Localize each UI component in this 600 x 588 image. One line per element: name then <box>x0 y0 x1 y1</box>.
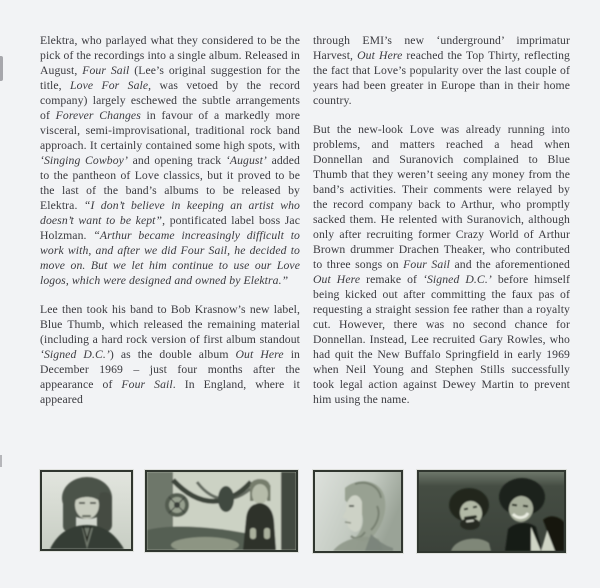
paragraph-harvest: through EMI’s new ‘underground’ imprimatur Harvest, Out Here reached the Top Thirty, reflecting the fact that Love’s popularity over the last couple of years had been greater in Europe than in their home country. <box>313 34 570 107</box>
photo-two-men <box>417 470 566 553</box>
scan-artifact <box>0 455 2 467</box>
photo-illustration <box>42 472 131 549</box>
photo-illustration <box>419 472 564 551</box>
photo-illustration <box>147 472 296 550</box>
photo-man-in-room <box>145 470 298 552</box>
text-column-right <box>313 33 570 407</box>
paragraph-blue-thumb: Lee then took his band to Bob Krasnow’s new label, Blue Thumb, which released the remaining material (including a hard rock version of first album standout ‘Signed D.C.’) as the double album Out Here in December 1969 – just four months after the appearance of Four Sail. In England, where it appeared <box>40 303 300 406</box>
photo-profile-portrait <box>313 470 403 553</box>
text-column-left <box>40 33 300 407</box>
paragraph-elektra: Elektra, who parlayed what they considered to be the pick of the recordings into a single album. Released in August, Four Sail (Lee’s original suggestion for the title, Love For Sale, was vetoed by the record company) largely eschewed the subtle arrangements of Forever Changes in favour of a markedly more visceral, semi-improvisational, traditional rock band approach. It certainly contained some high spots, with ‘Singing Cowboy’ and opening track ‘August’ added to the pantheon of Love classics, but it proved to be the last of the band’s albums to be released by Elektra. “I don’t believe in keeping an artist who doesn’t want to be kept”, pontificated label boss Jac Holzman. “Arthur became increasingly difficult to work with, and after we did Four Sail, he decided to move on. But we let him continue to use our Love logos, which were designed and owned by Elektra.” <box>40 34 301 287</box>
photo-illustration <box>315 472 401 551</box>
photo-longhaired-band-member <box>40 470 133 551</box>
paragraph-lineup-problems: But the new-look Love was already running into problems, and matters reached a head when Donnellan and Suranovich complained to Blue Thumb that they weren’t seeing any money from the band’s activities. Their comments were relayed by the record company back to Arthur, who promptly sacked them. He relented with Suranovich, although only after recruiting former Crazy World of Arthur Brown drummer Drachen Theaker, who contributed to three songs on Four Sail and the aforementioned Out Here remake of ‘Signed D.C.’ before himself being kicked out after committing the faux pas of requesting a straight session fee rather than a royalty cut. However, there was no second chance for Donnellan. Instead, Lee recruited Gary Rowles, who had quit the New Buffalo Springfield in early 1969 when Neil Young and Stephen Stills successfully took legal action against Dewey Martin to prevent him using the name. <box>313 123 570 406</box>
scan-artifact <box>0 56 3 81</box>
